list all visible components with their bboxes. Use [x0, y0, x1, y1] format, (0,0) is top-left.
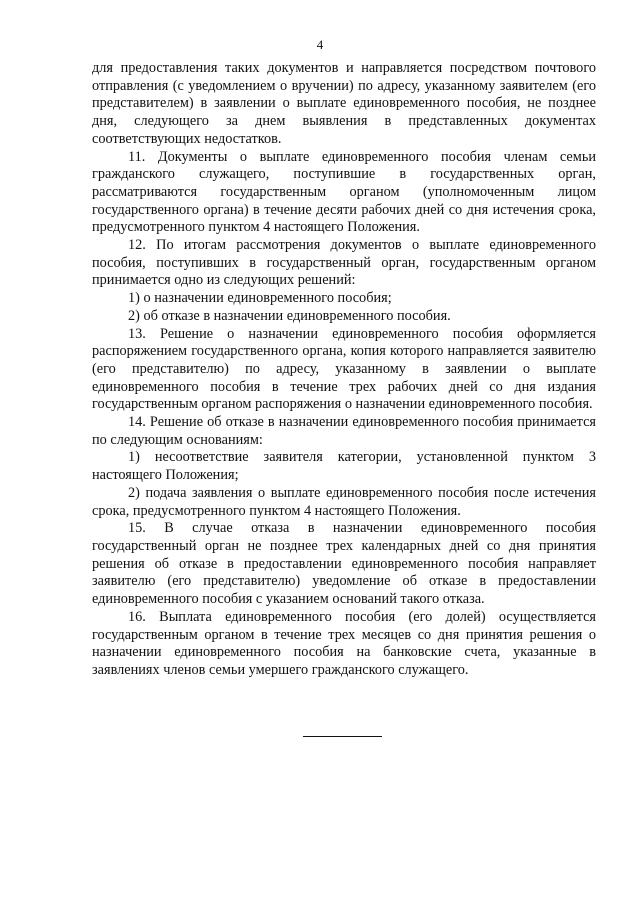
- paragraph-11: 11. Документы о выплате единовременного пособия членам семьи гражданского служащего, поступившие в государственных орган, рассматриваются государственным органом (уполномоченным лицом государственного органа) в течение десяти рабочих дней со дня истечения срока, предусмотренного пунктом 4 настоящего Положения.: [92, 148, 596, 236]
- paragraph-12: 12. По итогам рассмотрения документов о выплате единовременного пособия, поступивших в государственный орган, государственным органом принимается одно из следующих решений:: [92, 237, 596, 289]
- end-of-text-rule: [303, 736, 382, 737]
- paragraph-continuation: для предоставления таких документов и направляется посредством почтового отправления (с уведомлением о вручении) по адресу, указанному заявителем (его представителем) в заявлении о выплате единовременного пособия, не позднее дня, следующего за днем выявления в представленных документах соответствующих недостатков.: [92, 60, 596, 147]
- paragraph-13: 13. Решение о назначении единовременного пособия оформляется распоряжением государственного органа, копия которого направляется заявителю (его представителю) по адресу, указанному в заявлении о выплате единовременного пособия в течение трех рабочих дней со дня издания государственным органом распоряжения о назначении единовременного пособия.: [92, 325, 596, 413]
- paragraph-16: 16. Выплата единовременного пособия (его долей) осуществляется государственным органом в течение трех месяцев со дня принятия решения о назначении единовременного пособия на банковские счета, указанные в заявлениях членов семьи умершего гражданского служащего.: [92, 608, 596, 678]
- list-item-14-2: 2) подача заявления о выплате единовременного пособия после истечения срока, предусмотренного пунктом 4 настоящего Положения.: [92, 484, 596, 519]
- list-item-14-1: 1) несоответствие заявителя категории, установленной пунктом 3 настоящего Положения;: [92, 449, 596, 484]
- list-item-12-2: 2) об отказе в назначении единовременного пособия.: [128, 307, 451, 324]
- paragraph-14: 14. Решение об отказе в назначении единовременного пособия принимается по следующим основаниям:: [92, 414, 596, 448]
- paragraph-15: 15. В случае отказа в назначении единовременного пособия государственный орган не позднее трех календарных дней со дня принятия решения об отказе в предоставлении единовременного пособия направляет заявителю (его представителю) уведомление об отказе в предоставлении единовременного пособия с указанием оснований такого отказа.: [92, 520, 596, 608]
- document-body: [92, 60, 596, 680]
- page-number: 4: [316, 37, 324, 52]
- list-item-12-1: 1) о назначении единовременного пособия;: [128, 290, 392, 307]
